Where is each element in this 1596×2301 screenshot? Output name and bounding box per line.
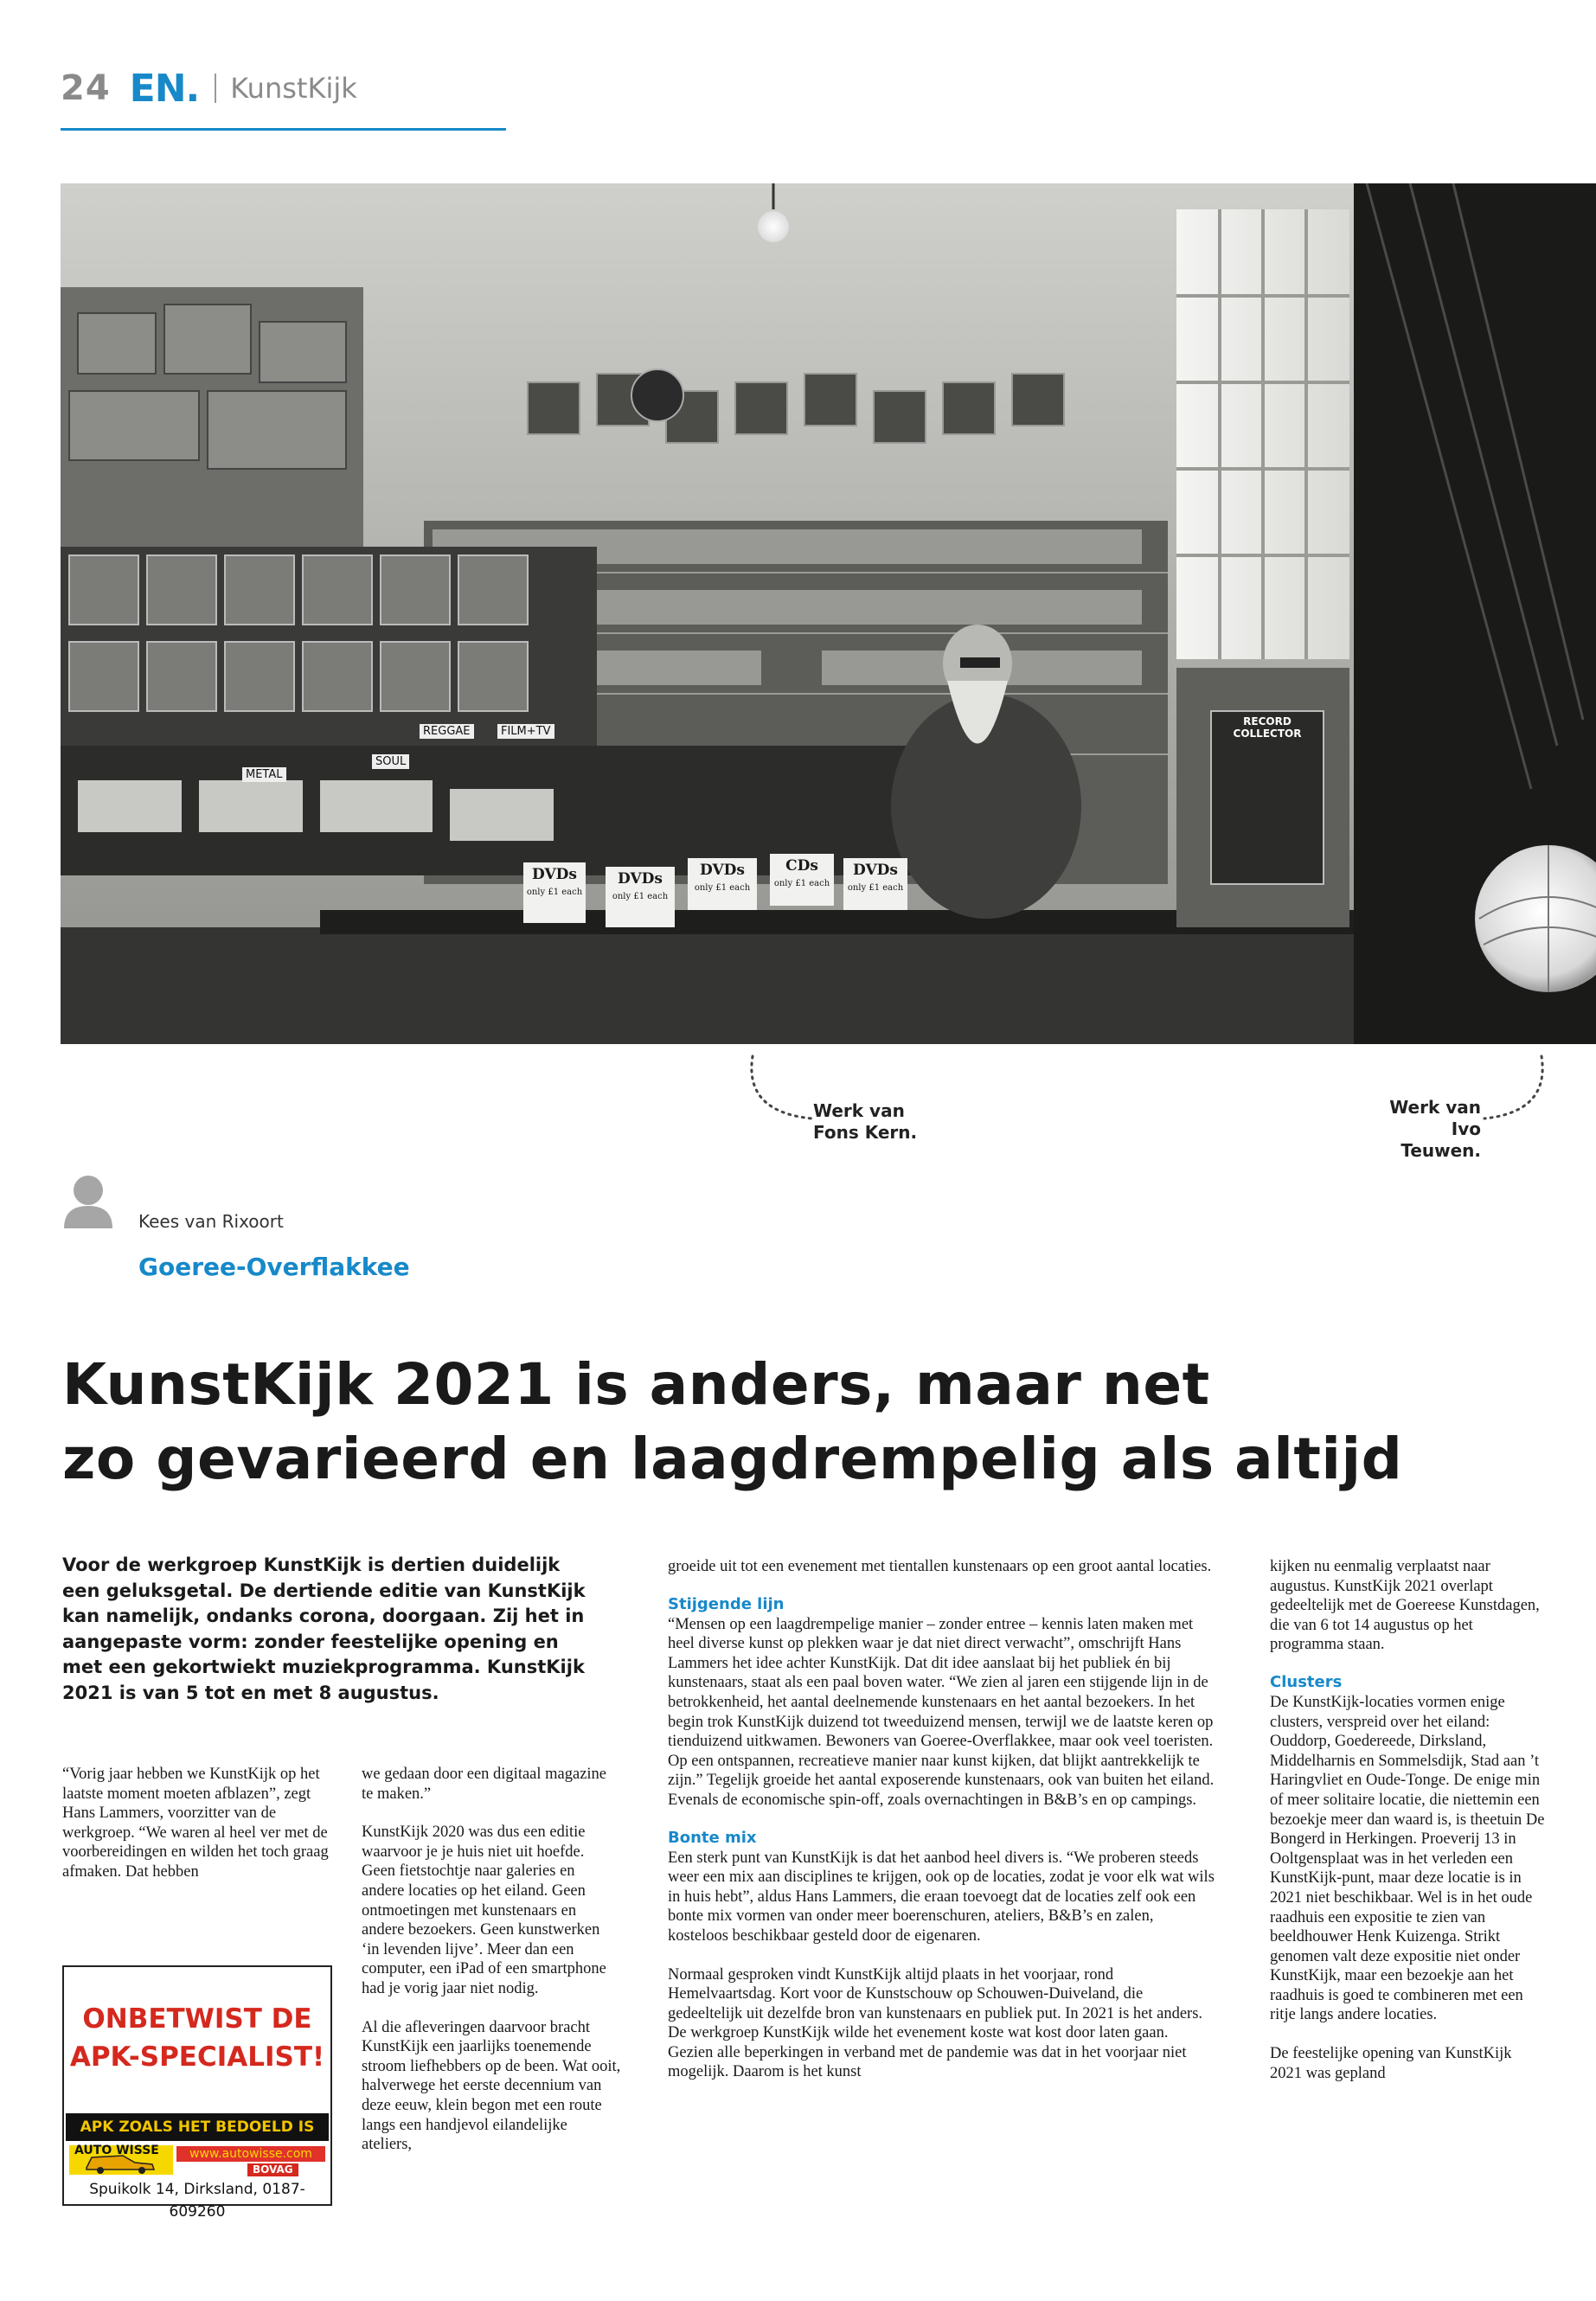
- paragraph: “Mensen op een laagdrempelige manier – zonder entree – kennis laten maken met heel diverse kunst op plekken waar je dat niet direct verwacht”, omschrijft Hans Lammers het idee achter KunstKijk. Dat dit idee aanslaat bij het publiek én bij kunstenaars, staat als een paal boven water. “We zien al jaren een stijgende lijn in de betrokkenheid, het aantal deelnemende kunstenaars en het aantal bezoekers. In het begin trok KunstKijk duizend tot tweeduizend mensen, terwijl we de laatste keren op tienduizend uitkwamen. Bewoners van Goeree-Overflakkee, maar ook veel toeristen. Op een ontspannen, recreatieve manier naar kunst kijken, dat blijkt aantrekkelijk te zijn.” Tegelijk groeide het aantal exposerende kunstenaars, ook van buiten het eiland. Evenals de economische spin-off, zoals overnachtingen in B&B’s en op campings.: [668, 1615, 1215, 1809]
- ad-company: AUTO WISSE: [74, 2144, 159, 2157]
- bin-sign-price: only £1 each: [526, 888, 583, 897]
- headline-line2: zo gevarieerd en laagdrempelig als altijd: [62, 1426, 1403, 1492]
- bin-sign-2: [606, 867, 675, 927]
- ad-headline-line2: APK-SPECIALIST!: [69, 2041, 325, 2073]
- page-number: 24: [61, 68, 111, 108]
- bin-sign-label: DVDs: [532, 866, 577, 883]
- section-label-reggae: REGGAE: [420, 724, 474, 739]
- ad-url-link[interactable]: www.autowisse.com: [176, 2146, 325, 2162]
- paragraph: “Vorig jaar hebben we KunstKijk op het laatste moment moeten afblazen”, zegt Hans Lammers, voorzitter van de werkgroep. “We waren al heel ver met de voorbereidingen en wilden het toch graag afmaken. Dat hebben: [62, 1766, 329, 1881]
- region-label: Goeree-Overflakkee: [138, 1253, 410, 1281]
- caption-left: [813, 1100, 917, 1144]
- bin-sign-label: DVDs: [853, 862, 898, 879]
- caption-pointer-right: [1481, 1051, 1559, 1129]
- article-lead: Voor de werkgroep KunstKijk is dertien duidelijk een geluksgetal. De dertiende editie van KunstKijk kan namelijk, ondanks corona, doorgaan. Zij het in aangepaste vorm: zonder feestelijke opening en met een gekortwiekt muziekprogramma. KunstKijk 2021 is van 5 tot en met 8 augustus.: [62, 1554, 586, 1703]
- bin-sign-label: DVDs: [700, 862, 745, 879]
- caption-right: [1368, 1097, 1481, 1162]
- ad-slogan: APK ZOALS HET BEDOELD IS: [66, 2113, 329, 2141]
- bin-sign-3: [688, 858, 757, 910]
- article-headline: [62, 1348, 1533, 1497]
- caption-left-line2: Fons Kern.: [813, 1122, 918, 1143]
- caption-right-line2: Ivo Teuwen.: [1401, 1118, 1481, 1161]
- ad-brand-row: [66, 2144, 329, 2175]
- header-divider: [215, 74, 216, 103]
- ad-address: Spuikolk 14, Dirksland, 0187-609260: [89, 2181, 305, 2221]
- section-title: KunstKijk: [230, 72, 357, 105]
- paragraph: we gedaan door een digitaal magazine te maken.”: [362, 1766, 607, 1803]
- subheading-clusters: Clusters: [1270, 1672, 1343, 1691]
- author-avatar-icon: [64, 1173, 112, 1228]
- magazine-title: RECORD COLLECTOR: [1233, 715, 1302, 740]
- bin-sign-1: [523, 862, 586, 923]
- paragraph: Een sterk punt van KunstKijk is dat het aanbod heel divers is. “We proberen steeds weer een mix aan disciplines te krijgen, ook op de locaties, zodat je voor elk wat wils in huis hebt”, aldus Hans Lammers, die eraan toevoegt dat de locaties zelf ook een bonte mix vormen van onder meer boerenschuren, ateliers, B&B’s en zalen, kosteloos beschikbaar gesteld door de eigenaren.: [668, 1849, 1215, 1945]
- subheading-stijgende-lijn: Stijgende lijn: [668, 1594, 785, 1613]
- paragraph: De KunstKijk-locaties vormen enige clusters, verspreid over het eiland: Ouddorp, Goedereede, Dirksland, Middelharnis en Sommelsdijk, Stad aan ’t Haringvliet en Oude-Tonge. De enige min of meer solitaire locatie, die niettemin een bezoekje meer dan waard is, is theetuin De Bongerd in Herkingen. Proeverij 13 in Ooltgensplaat was in het verleden een KunstKijk-punt, maar deze locatie is in 2021 niet beschikbaar. Wel is in het oude raadhuis een expositie te zien van beeldhouwer Henk Kuizenga. Strikt genomen valt deze expositie niet onder KunstKijk, maar een bezoekje aan het raadhuis is goed te combineren met een ritje langs andere locaties.: [1270, 1693, 1545, 2024]
- caption-right-line1: Werk van: [1389, 1097, 1481, 1118]
- paragraph: groeide uit tot een evenement met tientallen kunstenaars op een groot aantal locaties.: [668, 1558, 1212, 1575]
- section-label-soul: SOUL: [372, 754, 409, 769]
- section-label-film: FILM+TV: [497, 724, 554, 739]
- author-name: Kees van Rixoort: [138, 1211, 284, 1232]
- bin-sign-price: only £1 each: [773, 879, 830, 888]
- header-rule: [61, 128, 506, 131]
- paragraph: Normaal gesproken vindt KunstKijk altijd plaats in het voorjaar, rond Hemelvaartsdag. Kort voor de Kunstschouw op Schouwen-Duiveland, die gedeeltelijk uit dezelfde bron van kunstenaars en publiek put. In 2021 is het anders. De werkgroep KunstKijk wilde het evenement koste wat kost door laten gaan. Gezien alle beperkingen in verband met de pandemie was dat in het voorjaar niet mogelijk. Daarom is het kunst: [668, 1965, 1203, 2081]
- record-store-photo: [61, 183, 1596, 1044]
- article-column-4: [1270, 1557, 1547, 2083]
- paragraph: Al die afleveringen daarvoor bracht KunstKijk een jaarlijks toenemende stroom liefhebbers op de been. Wat ooit, halverwege het eerste decennium van deze eeuw, klein begon met een route langs een handjevol eilandelijke ateliers,: [362, 2018, 621, 2154]
- bovag-logo: BOVAG: [247, 2163, 298, 2176]
- paragraph: De feestelijke opening van KunstKijk 2021 was gepland: [1270, 2045, 1512, 2082]
- ad-headline: [64, 2000, 330, 2076]
- bin-sign-price: only £1 each: [847, 883, 904, 893]
- paragraph: kijken nu eenmalig verplaatst naar augustus. KunstKijk 2021 overlapt gedeeltelijk met de Goereese Kunstdagen, die van 6 tot 14 augustus op het programma staan.: [1270, 1558, 1540, 1654]
- article-column-1: [62, 1765, 339, 1882]
- bin-sign-price: only £1 each: [612, 892, 669, 901]
- page-header: [61, 62, 357, 114]
- brand-logo: EN.: [129, 66, 200, 111]
- paragraph: KunstKijk 2020 was dus een editie waarvoor je je huis niet uit hoefde. Geen fietstochtje naar galeries en andere locaties op het eiland. Geen ontmoetingen met kunstenaars en andere bezoekers. Geen kunstwerken ‘in levenden lijve’. Meer dan een computer, een iPad of een smartphone had je vorig jaar niet nodig.: [362, 1823, 606, 1997]
- ad-headline-line1: ONBETWIST DE: [82, 2003, 312, 2035]
- bin-sign-price: only £1 each: [694, 883, 751, 893]
- caption-left-line1: Werk van: [813, 1100, 905, 1121]
- section-label-metal: METAL: [242, 767, 286, 782]
- bin-sign-label: DVDs: [618, 870, 663, 888]
- caption-pointer-left: [744, 1051, 822, 1129]
- headline-line1: KunstKijk 2021 is anders, maar net: [62, 1351, 1210, 1418]
- article-column-3: [668, 1557, 1217, 2082]
- bin-sign-4: [770, 854, 834, 906]
- bin-sign-label: CDs: [785, 857, 818, 875]
- subheading-bonte-mix: Bonte mix: [668, 1828, 757, 1847]
- article-column-2: [362, 1765, 621, 2155]
- bin-sign-5: [843, 858, 907, 910]
- advertisement-autowisse[interactable]: [62, 1965, 332, 2221]
